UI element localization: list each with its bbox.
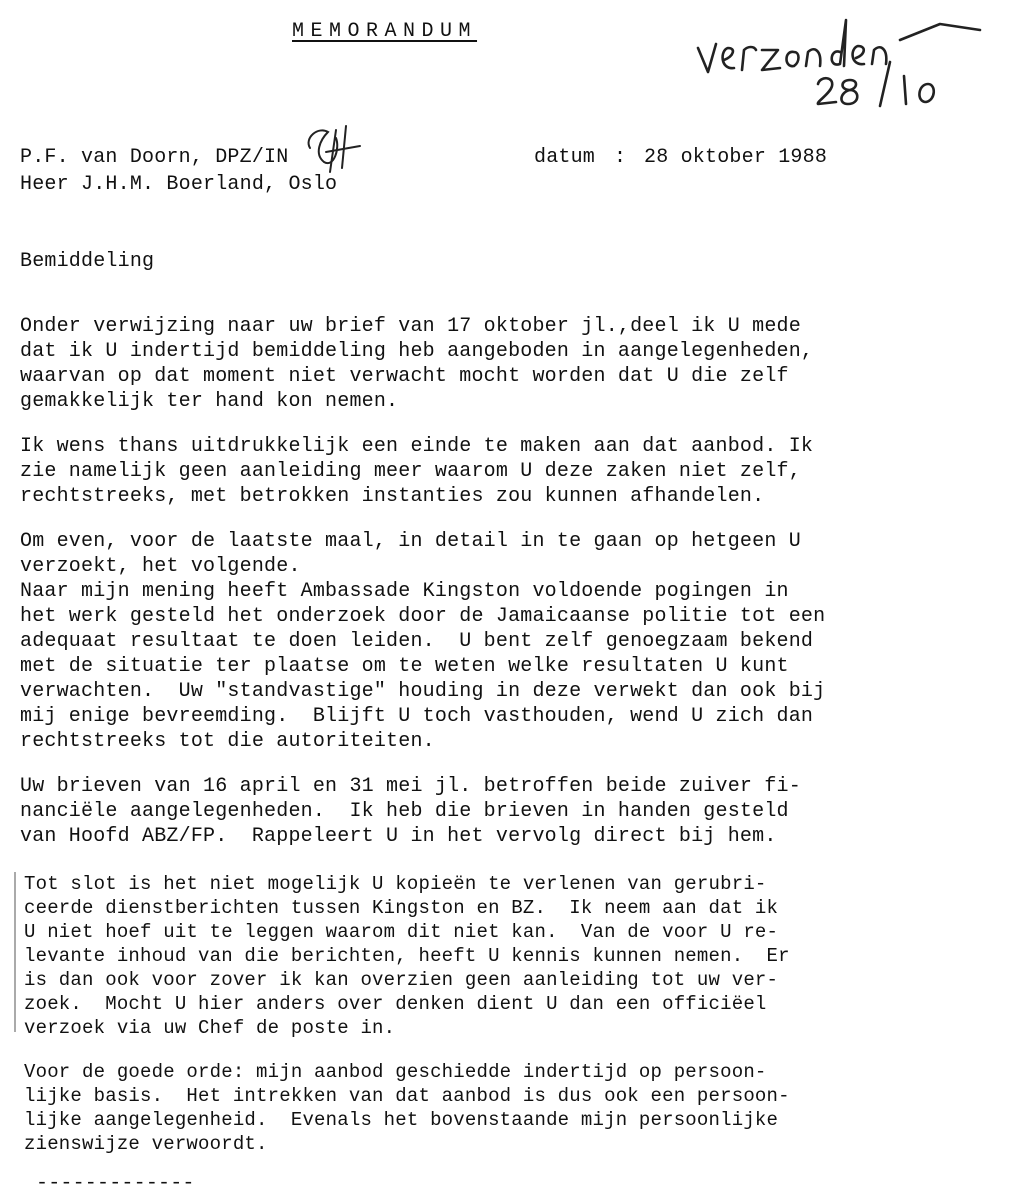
para3-line4: het werk gesteld het onderzoek door de Jamaicaanse politie tot een <box>20 605 826 628</box>
para3-line8: mij enige bevreemding. Blijft U toch vasthouden, wend U zich dan <box>20 705 814 728</box>
para6-line3: lijke aangelegenheid. Evenals het bovenstaande mijn persoonlijke <box>24 1109 779 1131</box>
initials-scribble <box>300 118 370 178</box>
para2-line3: rechtstreeks, met betrokken instanties zou kunnen afhandelen. <box>20 485 765 508</box>
para6-line2: lijke basis. Het intrekken van dat aanbod is dus ook een persoon- <box>24 1085 790 1107</box>
para5-line5: is dan ook voor zover ik kan overzien geen aanleiding tot uw ver- <box>24 969 779 991</box>
header-date-label: datum <box>534 146 596 169</box>
para6-line1: Voor de goede orde: mijn aanbod geschiedde indertijd op persoon- <box>24 1061 767 1083</box>
para3-line1: Om even, voor de laatste maal, in detail in te gaan op hetgeen U <box>20 530 801 553</box>
memo-title: MEMORANDUM <box>292 20 478 43</box>
para3-line6: met de situatie ter plaatse om te weten welke resultaten U kunt <box>20 655 789 678</box>
para3-line3: Naar mijn mening heeft Ambassade Kingston voldoende pogingen in <box>20 580 789 603</box>
footer-rule: ------------- <box>36 1172 195 1195</box>
handwritten-note <box>690 0 990 110</box>
para5-line1: Tot slot is het niet mogelijk U kopieën te verlenen van gerubri- <box>24 873 767 895</box>
header-date-value: 28 oktober 1988 <box>644 146 828 169</box>
para3-line5: adequaat resultaat te doen leiden. U bent zelf genoegzaam bekend <box>20 630 814 653</box>
header-from: P.F. van Doorn, DPZ/IN <box>20 146 289 169</box>
para1-line3: waarvan op dat moment niet verwacht mocht worden dat U die zelf <box>20 365 789 388</box>
para5-line3: U niet hoef uit te leggen waarom dit niet kan. Van de voor U re- <box>24 921 779 943</box>
para4-line1: Uw brieven van 16 april en 31 mei jl. betroffen beide zuiver fi- <box>20 775 801 798</box>
para3-line2: verzoekt, het volgende. <box>20 555 301 578</box>
subject: Bemiddeling <box>20 250 155 273</box>
para5-line4: levante inhoud van die berichten, heeft U kennis kunnen nemen. Er <box>24 945 790 967</box>
header-to: Heer J.H.M. Boerland, Oslo <box>20 173 338 196</box>
para2-line1: Ik wens thans uitdrukkelijk een einde te maken aan dat aanbod. Ik <box>20 435 814 458</box>
margin-mark <box>14 872 16 1032</box>
para6-line4: zienswijze verwoordt. <box>24 1133 268 1155</box>
para4-line2: nanciële aangelegenheden. Ik heb die brieven in handen gesteld <box>20 800 789 823</box>
para3-line9: rechtstreeks tot die autoriteiten. <box>20 730 435 753</box>
header-date-colon: : <box>614 146 627 169</box>
para1-line2: dat ik U indertijd bemiddeling heb aangeboden in aangelegenheden, <box>20 340 814 363</box>
para5-line7: verzoek via uw Chef de poste in. <box>24 1017 396 1039</box>
para5-line6: zoek. Mocht U hier anders over denken dient U dan een officiëel <box>24 993 767 1015</box>
para1-line4: gemakkelijk ter hand kon nemen. <box>20 390 399 413</box>
para1-line1: Onder verwijzing naar uw brief van 17 oktober jl.,deel ik U mede <box>20 315 801 338</box>
para4-line3: van Hoofd ABZ/FP. Rappeleert U in het vervolg direct bij hem. <box>20 825 777 848</box>
para5-line2: ceerde dienstberichten tussen Kingston en BZ. Ik neem aan dat ik <box>24 897 779 919</box>
para2-line2: zie namelijk geen aanleiding meer waarom U deze zaken niet zelf, <box>20 460 801 483</box>
para3-line7: verwachten. Uw "standvastige" houding in deze verwekt dan ook bij <box>20 680 826 703</box>
